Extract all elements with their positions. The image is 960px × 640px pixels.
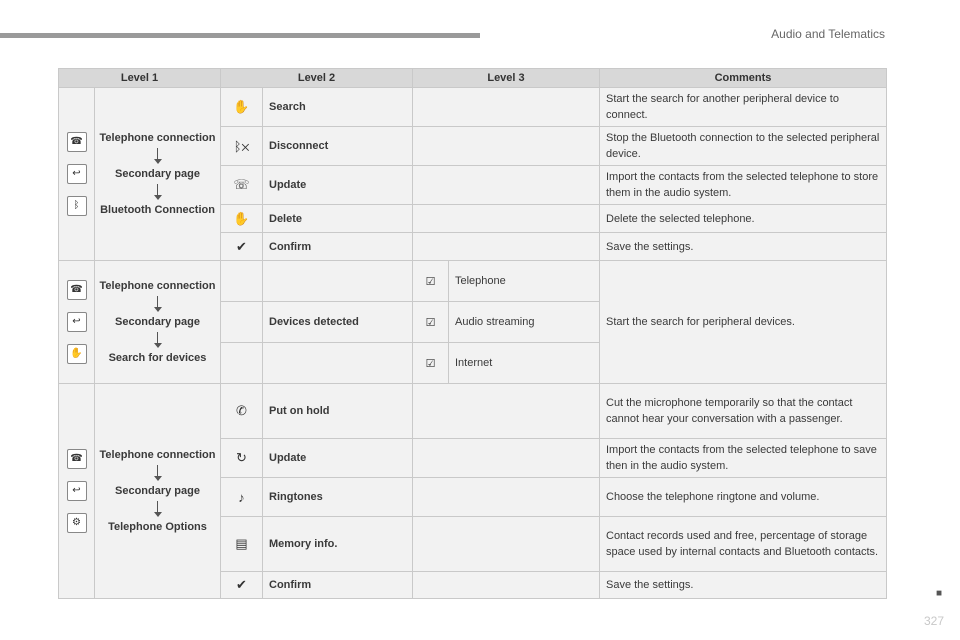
path-step: Telephone connection — [99, 132, 216, 144]
level2-label: Confirm — [263, 572, 413, 599]
bluetooth-off-icon: ᛒ✕ — [233, 138, 250, 154]
level3-empty — [413, 166, 600, 205]
phone-settings-icon: ⚙ — [67, 513, 87, 533]
group3-icons — [59, 384, 95, 599]
ringtone-icon: ♪ — [238, 489, 245, 505]
path-step: Secondary page — [115, 316, 200, 328]
level2-label: Confirm — [263, 233, 413, 261]
comment: Choose the telephone ringtone and volume. — [600, 478, 887, 517]
level2-icon-empty — [221, 261, 263, 302]
checkbox-icon: ☑ — [425, 357, 436, 370]
bluetooth-icon: ᛒ — [67, 196, 87, 216]
table-header-row — [59, 69, 887, 88]
path-step: Telephone connection — [99, 280, 216, 292]
group2-path — [95, 261, 221, 384]
checkbox-icon: ☑ — [425, 316, 436, 329]
search-device-icon: ✋ — [233, 99, 250, 114]
top-rule — [0, 33, 480, 38]
level2-empty — [263, 261, 413, 302]
option-label: Internet — [449, 343, 600, 384]
level3-empty — [413, 88, 600, 127]
comment: Save the settings. — [600, 572, 887, 599]
down-arrow-icon — [97, 184, 218, 200]
comment: Start the search for peripheral devices. — [600, 261, 887, 384]
level3-empty — [413, 127, 600, 166]
col-level-2: Level 2 — [221, 69, 413, 88]
down-arrow-icon — [97, 296, 218, 312]
path-step: Search for devices — [108, 352, 207, 364]
group3-path — [95, 384, 221, 599]
level3-empty — [413, 233, 600, 261]
comment: Import the contacts from the selected telephone to store them in the audio system. — [600, 166, 887, 205]
path-step: Telephone connection — [99, 449, 216, 461]
level2-label: Put on hold — [263, 384, 413, 439]
level3-empty — [413, 517, 600, 572]
comment: Delete the selected telephone. — [600, 205, 887, 233]
phone-menu-icon: ☎ — [67, 132, 87, 152]
phone-menu-icon: ☎ — [67, 280, 87, 300]
comment: Contact records used and free, percentage of storage space used by internal contacts and Bluetooth contacts. — [600, 517, 887, 572]
level2-label: Update — [263, 166, 413, 205]
contacts-update-icon: ☏ — [233, 177, 250, 192]
back-arrow-icon: ↩ — [67, 164, 87, 184]
group2-icons — [59, 261, 95, 384]
level2-label: Ringtones — [263, 478, 413, 517]
path-step: Bluetooth Connection — [100, 204, 215, 216]
level2-label: Update — [263, 439, 413, 478]
delete-device-icon: ✋ — [233, 210, 250, 226]
checkbox-icon: ☑ — [425, 275, 436, 288]
phone-menu-icon: ☎ — [67, 449, 87, 469]
section-title: Audio and Telematics — [771, 27, 885, 41]
group1-path — [95, 88, 221, 261]
confirm-check-icon: ✔ — [236, 577, 247, 592]
search-icon: ✋ — [67, 344, 87, 364]
menu-table — [58, 68, 887, 599]
table-row — [59, 384, 887, 439]
refresh-icon: ↻ — [236, 450, 247, 465]
path-step: Secondary page — [115, 485, 200, 497]
level3-empty — [413, 478, 600, 517]
down-arrow-icon — [97, 465, 218, 481]
level3-empty — [413, 384, 600, 439]
level3-empty — [413, 572, 600, 599]
col-level-3: Level 3 — [413, 69, 600, 88]
level2-label: Delete — [263, 205, 413, 233]
level2-empty — [263, 343, 413, 384]
down-arrow-icon — [97, 148, 218, 164]
table-row — [59, 88, 887, 127]
comment: Start the search for another peripheral device to connect. — [600, 88, 887, 127]
back-arrow-icon: ↩ — [67, 312, 87, 332]
down-arrow-icon — [97, 332, 218, 348]
level3-empty — [413, 205, 600, 233]
comment: Stop the Bluetooth connection to the selected peripheral device. — [600, 127, 887, 166]
col-comments: Comments — [600, 69, 887, 88]
memory-info-icon: ▤ — [235, 536, 248, 551]
hold-call-icon: ✆ — [236, 403, 247, 418]
option-label: Telephone — [449, 261, 600, 302]
path-step: Telephone Options — [108, 521, 207, 533]
path-step: Secondary page — [115, 168, 200, 180]
option-label: Audio streaming — [449, 302, 600, 343]
page-number: 327 — [923, 614, 944, 628]
table-row — [59, 261, 887, 302]
level2-icon-empty — [221, 302, 263, 343]
comment: Import the contacts from the selected telephone to save then in the audio system. — [600, 439, 887, 478]
group1-icons — [59, 88, 95, 261]
level3-empty — [413, 439, 600, 478]
level2-icon-empty — [221, 343, 263, 384]
col-level-1: Level 1 — [59, 69, 221, 88]
down-arrow-icon — [97, 501, 218, 517]
level2-label: Disconnect — [263, 127, 413, 166]
comment: Cut the microphone temporarily so that the contact cannot hear your conversation with a passenger. — [600, 384, 887, 439]
level2-label: Memory info. — [263, 517, 413, 572]
level2-label: Devices detected — [263, 302, 413, 343]
end-mark: ■ — [935, 588, 942, 599]
comment: Save the settings. — [600, 233, 887, 261]
confirm-check-icon: ✔ — [236, 238, 247, 254]
level2-label: Search — [263, 88, 413, 127]
back-arrow-icon: ↩ — [67, 481, 87, 501]
